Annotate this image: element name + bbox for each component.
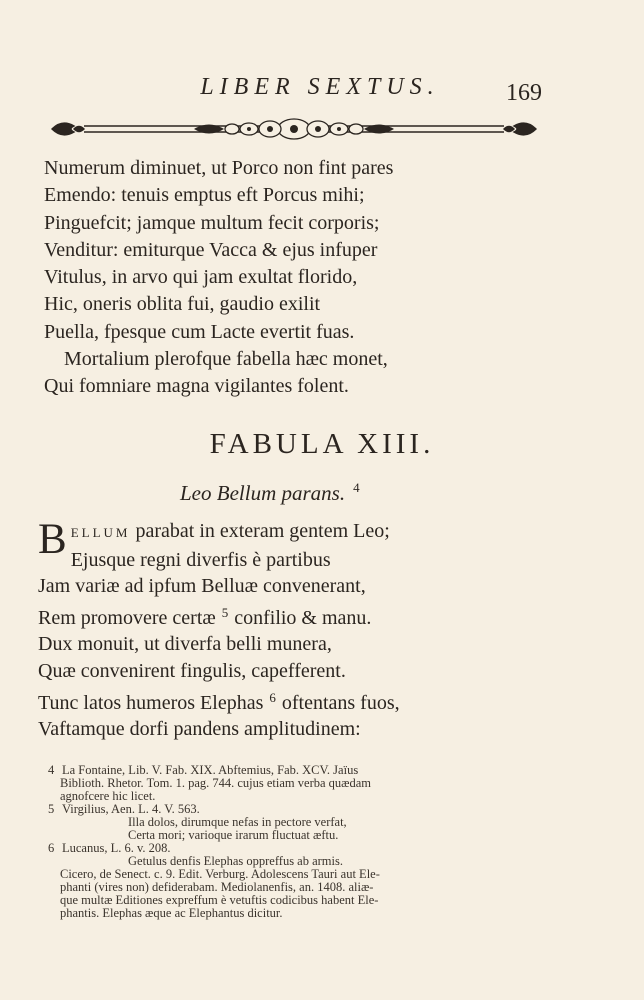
fable-subtitle-text: Leo Bellum parans. bbox=[180, 481, 346, 505]
footnote-line: phantis. Elephas æque ac Elephantus dicitur. bbox=[60, 906, 283, 920]
fable-line bbox=[38, 600, 578, 632]
verse-line: Mortalium plerofque fabella hæc monet, bbox=[64, 348, 388, 371]
verse-line: Qui fomniare magna vigilantes folent. bbox=[44, 375, 349, 398]
running-title: LIBER SEXTUS. bbox=[200, 74, 440, 100]
footnote-line: Getulus denfis Elephas oppreffus ab armis. bbox=[128, 854, 343, 868]
footnote-line: que multæ Editiones expreffum è vetuftis codicibus habent Ele- bbox=[60, 893, 379, 907]
fable-line-text: Tunc latos humeros Elephas bbox=[38, 691, 264, 714]
fable-subtitle bbox=[180, 480, 480, 506]
fable-line: Ejusque regni diverfis è partibus bbox=[70, 548, 331, 571]
fable-line-text: parabat in exteram gentem Leo; bbox=[135, 520, 390, 542]
verse-continuation bbox=[44, 155, 574, 401]
fable-line: Vaftamque dorfi pandens amplitudinem: bbox=[38, 718, 361, 741]
fable-title: FABULA XIII. bbox=[209, 428, 435, 460]
fable-line: Quæ convenirent fingulis, capefferent. bbox=[38, 659, 346, 682]
footnote-line: Illa dolos, dirumque nefas in pectore verfat, bbox=[128, 815, 347, 829]
fable-line: Dux monuit, ut diverfa belli munera, bbox=[38, 633, 332, 656]
verse-line: Pinguefcit; jamque multum fecit corporis; bbox=[44, 211, 380, 234]
footnote-number: 6 bbox=[48, 841, 55, 855]
fable-line bbox=[38, 685, 578, 717]
ornamental-rule bbox=[44, 112, 544, 148]
verse-line: Venditur: emiturque Vacca & ejus infuper bbox=[44, 238, 378, 261]
verse-line: Numerum diminuet, ut Porco non fint pares bbox=[44, 157, 394, 179]
fable-line-text: confilio & manu. bbox=[234, 606, 372, 629]
drop-cap: B bbox=[38, 516, 67, 563]
footnote-ref: 6 bbox=[269, 689, 276, 705]
verse-line: Vitulus, in arvo qui jam exultat florido, bbox=[44, 266, 358, 289]
verse-line: Hic, oneris oblita fui, gaudio exilit bbox=[44, 293, 321, 316]
verse-line: Puella, fpesque cum Lacte evertit fuas. bbox=[44, 320, 355, 343]
footnote-text: Virgilius, Aen. L. 4. V. 563. bbox=[62, 802, 200, 816]
footnote-line: Biblioth. Rhetor. Tom. 1. pag. 744. cujus etiam verba quædam bbox=[60, 776, 372, 790]
fable-line: Jam variæ ad ipfum Belluæ convenerant, bbox=[38, 575, 366, 598]
footnote-line: Cicero, de Senect. c. 9. Edit. Verburg. Adolescens Tauri aut Ele- bbox=[60, 867, 380, 881]
fable-line-text: oftentans fuos, bbox=[281, 691, 400, 714]
footnote-number: 5 bbox=[48, 802, 55, 816]
footnote-line: Certa mori; varioque irarum fluctuat æftu. bbox=[128, 828, 339, 842]
footnote-text: La Fontaine, Lib. V. Fab. XIX. Abftemius, Fab. XCV. Jaïus bbox=[62, 763, 359, 777]
footnote-ref: 4 bbox=[353, 480, 360, 495]
footnote-text: Lucanus, L. 6. v. 208. bbox=[62, 841, 171, 855]
footnote-ref: 5 bbox=[221, 604, 229, 620]
footnote-number: 4 bbox=[48, 763, 55, 777]
footnote-line: agnofcere hic licet. bbox=[60, 789, 156, 803]
footnote-line: phanti (vires non) defiderabam. Mediolanenfis, an. 1408. aliæ- bbox=[60, 880, 374, 894]
verse-line: Emendo: tenuis emptus eft Porcus mihi; bbox=[44, 184, 365, 207]
fable-line-text: Rem promovere certæ bbox=[38, 606, 216, 629]
small-caps-word: ELLUM bbox=[70, 525, 131, 540]
footnotes bbox=[48, 764, 568, 920]
fable-text bbox=[38, 518, 578, 743]
page-number: 169 bbox=[506, 80, 542, 106]
